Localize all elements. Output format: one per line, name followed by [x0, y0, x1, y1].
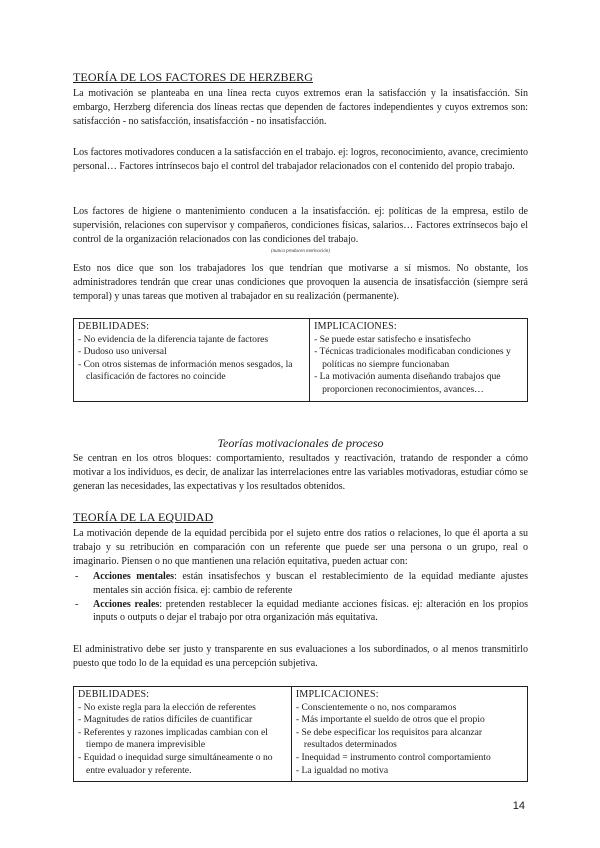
equidad-action-item	[73, 570, 528, 598]
list-dash: -	[75, 571, 79, 582]
herzberg-implications-header: IMPLICACIONES:	[314, 321, 397, 332]
herzberg-paragraph-3: Los factores de higiene o mantenimiento conducen a la insatisfacción. ej: políticas de la empresa, estilo de supervisión, relaciones con supervisor y compañeros, condiciones físicas, salarios… Factores extrínsecos bajo el control de la organización relacionados con las condiciones del trabajo.	[73, 206, 528, 245]
herzberg-weakness-item: - Con otros sistemas de información menos sesgados, la clasificación de factores no coincide	[78, 358, 293, 383]
action-description: : pretenden restablecer la equidad mediante acciones físicas. ej: alteración en los propios inputs o outputs o dejar el trabajo por otra organización más equitativa.	[93, 598, 528, 624]
equidad-implications-header: IMPLICACIONES:	[295, 689, 379, 700]
equidad-weakness-item: - No existe regla para la elección de referentes	[78, 701, 256, 713]
equidad-weakness-item: - Referentes y razones implicadas cambian con el tiempo de manera imprevisible	[78, 726, 268, 751]
equidad-implication-item: - Más importante el sueldo de otros que el propio	[295, 714, 485, 726]
equidad-implication-item: - Se debe especificar los requisitos para alcanzar resultados determinados	[295, 726, 483, 751]
action-term: Acciones reales	[93, 598, 160, 610]
equidad-table	[73, 686, 528, 782]
herzberg-note: (nunca producen motivación)	[271, 249, 330, 254]
herzberg-weakness-item: - No evidencia de la diferencia tajante de factores	[78, 333, 269, 345]
equidad-paragraph-2: El administrativo debe ser justo y transparente en sus evaluaciones a los subordinados, o al menos transmitirlo puesto que todo lo de la equidad es una percepción subjetiva.	[73, 644, 528, 669]
proceso-paragraph: Se centran en los otros bloques: comportamiento, resultados y reactivación, tratando de responder a cómo motivar a los individuos, es decir, de analizar las interrelaciones entre las variables motivadoras, estudiar cómo se generan las necesidades, las expectativas y los resultados obtenidos.	[73, 453, 528, 492]
action-description: : están insatisfechos y buscan el restablecimiento de la equidad mediante ajustes mentales sin acción física. ej: cambio de referente	[93, 571, 528, 596]
herzberg-weaknesses-header: DEBILIDADES:	[78, 321, 150, 332]
herzberg-paragraph-4: Esto nos dice que son los trabajadores los que tendrían que motivarse a sí mismos. No obstante, los administradores tendrán que crear unas condiciones que provoquen la ausencia de insatisfacción (siempre será temporal) y unas tareas que motiven al trabajador en su realización (permanente).	[73, 263, 528, 302]
herzberg-weakness-item: - Dudoso uso universal	[78, 346, 167, 358]
equidad-weaknesses-cell	[74, 687, 292, 782]
equidad-actions-list	[73, 570, 528, 625]
list-dash: -	[75, 598, 79, 610]
equidad-implication-item: - Conscientemente o no, nos comparamos	[295, 701, 457, 713]
herzberg-implication-item: - Se puede estar satisfecho e insatisfecho	[314, 333, 471, 345]
page-number: 14	[512, 800, 525, 812]
herzberg-implication-item: - La motivación aumenta diseñando trabajos que proporcionen reconocimientos, avances…	[314, 371, 501, 395]
herzberg-table	[73, 318, 528, 402]
equidad-action-item	[73, 598, 528, 626]
equidad-implication-item: - Inequidad = instrumento control comportamiento	[295, 751, 491, 763]
equidad-weaknesses-header: DEBILIDADES:	[78, 689, 150, 700]
herzberg-title: TEORÍA DE LOS FACTORES DE HERZBERG	[73, 70, 313, 84]
herzberg-paragraph-2: Los factores motivadores conducen a la satisfacción en el trabajo. ej: logros, reconocimiento, avance, crecimiento personal… Factores intrínsecos bajo el control del trabajador relacionados con el contenido del propio trabajo.	[73, 147, 528, 172]
equidad-title: TEORÍA DE LA EQUIDAD	[73, 510, 214, 524]
equidad-implications-cell	[291, 687, 527, 782]
herzberg-weaknesses-cell	[74, 319, 310, 402]
herzberg-implications-cell	[310, 319, 528, 402]
action-term: Acciones mentales	[93, 571, 175, 582]
herzberg-implication-item: - Técnicas tradicionales modificaban condiciones y políticas no siempre funcionaban	[314, 346, 511, 370]
equidad-weakness-item: - Equidad o inequidad surge simultáneamente o no entre evaluador y referente.	[78, 751, 273, 776]
equidad-implication-item: - La igualdad no motiva	[295, 764, 389, 776]
equidad-weakness-item: - Magnitudes de ratios difíciles de cuantificar	[78, 714, 253, 726]
herzberg-paragraph-1: La motivación se planteaba en una línea recta cuyos extremos eran la satisfacción y la insatisfacción. Sin embargo, Herzberg diferencia dos líneas rectas que dependen de factores independientes y cuyos extremos son: satisfacción - no satisfacción, insatisfacción - no insatisfacción.	[73, 88, 528, 127]
proceso-subtitle: Teorías motivacionales de proceso	[217, 436, 384, 450]
equidad-paragraph-1: La motivación depende de la equidad percibida por el sujeto entre dos ratios o relaciones, lo que él aporta a su trabajo y su retribución en comparación con un referente que puede ser una persona o un grupo, real o imaginario. Piensen o no que mantienen una relación equitativa, pueden actuar con:	[73, 528, 528, 567]
